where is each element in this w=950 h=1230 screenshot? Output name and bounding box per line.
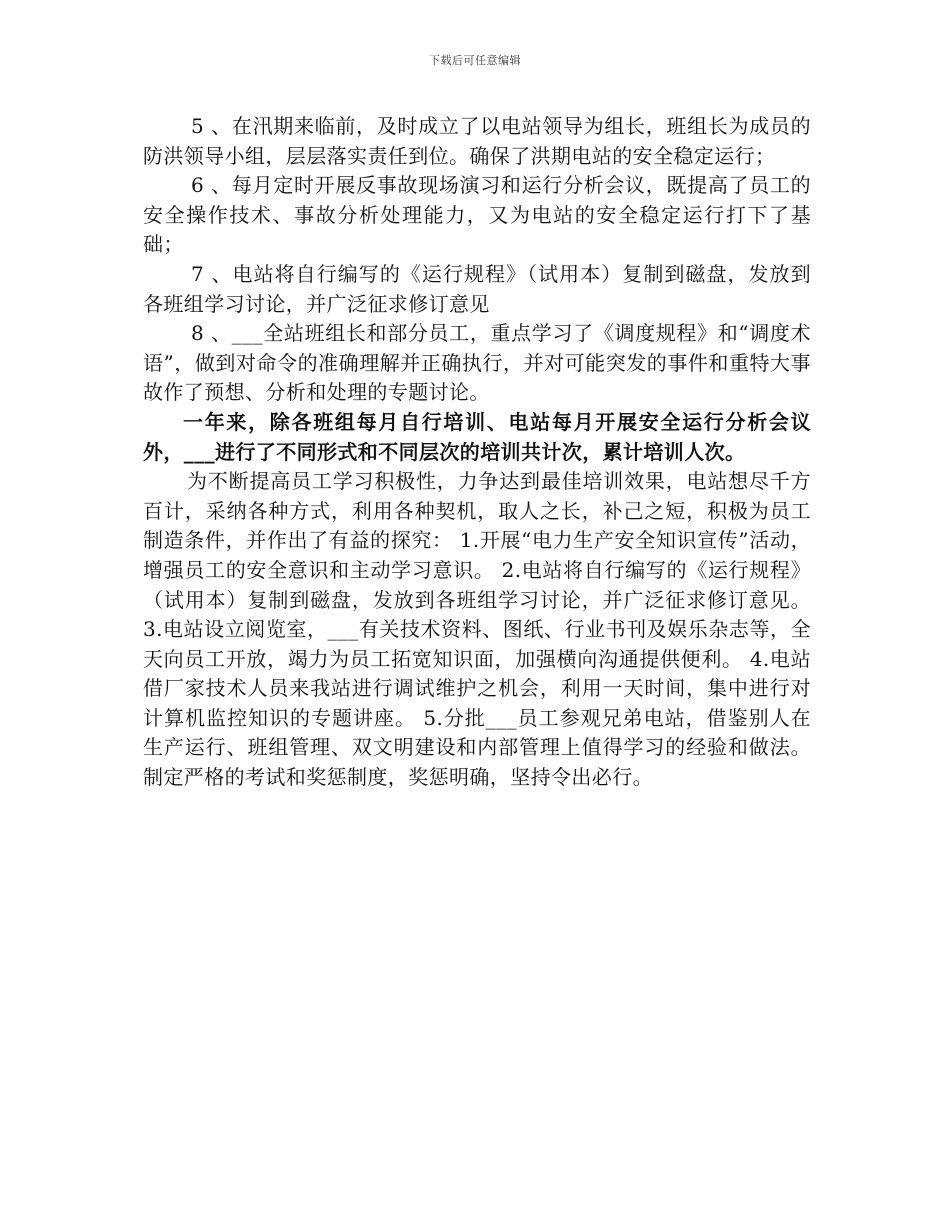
training-summary-paragraph: 一年来，除各班组每月自行培训、电站每月开展安全运行分析会议外，___进行了不同形式和不同层次的培训共计次，累计培训人次。 — [143, 409, 811, 464]
paragraph-item-5: 5 、在汛期来临前，及时成立了以电站领导为组长，班组长为成员的防洪领导小组，层层落实责任到位。确保了洪期电站的安全稳定运行； — [143, 114, 811, 168]
paragraph-item-7: 7 、电站将自行编写的《运行规程》（试用本）复制到磁盘，发放到各班组学习讨论，并广泛征求修订意见 — [143, 261, 811, 316]
page-header-note: 下载后可任意编辑 — [429, 54, 521, 67]
paragraph-item-8: 8 、___全站班组长和部分员工，重点学习了《调度规程》和“调度术语”，做到对命令的准确理解并正确执行，并对可能突发的事件和重特大事故作了预想、分析和处理的专题讨论。 — [143, 321, 811, 405]
paragraph-item-6: 6 、每月定时开展反事故现场演习和运行分析会议，既提高了员工的安全操作技术、事故分析处理能力，又为电站的安全稳定运行打下了基础； — [143, 173, 811, 257]
training-measures-paragraph: 为不断提高员工学习积极性，力争达到最佳培训效果，电站想尽千方百计，采纳各种方式，利用各种契机，取人之长，补己之短，积极为员工制造条件，并作出了有益的探究： 1.开展“电力生产安全知识宣传”活动，增强员工的安全意识和主动学习意识。 2.电站将自行编写的《运行规程》（试用本）复制到磁盘，发放到各班组学习讨论，并广泛征求修订意见。 3.电站设立阅览室，___有关技术资料、图纸、行业书刊及娱乐杂志等，全天向员工开放，竭力为员工拓宽知识面，加强横向沟通提供便利。 4.电站借厂家技术人员来我站进行调试维护之机会，利用一天时间，集中进行对计算机监控知识的专题讲座。 5.分批___员工参观兄弟电站，借鉴别人在生产运行、班组管理、双文明建设和内部管理上值得学习的经验和做法。制定严格的考试和奖惩制度，奖惩明确，坚持令出必行。 — [143, 469, 811, 790]
document-body — [143, 112, 811, 793]
